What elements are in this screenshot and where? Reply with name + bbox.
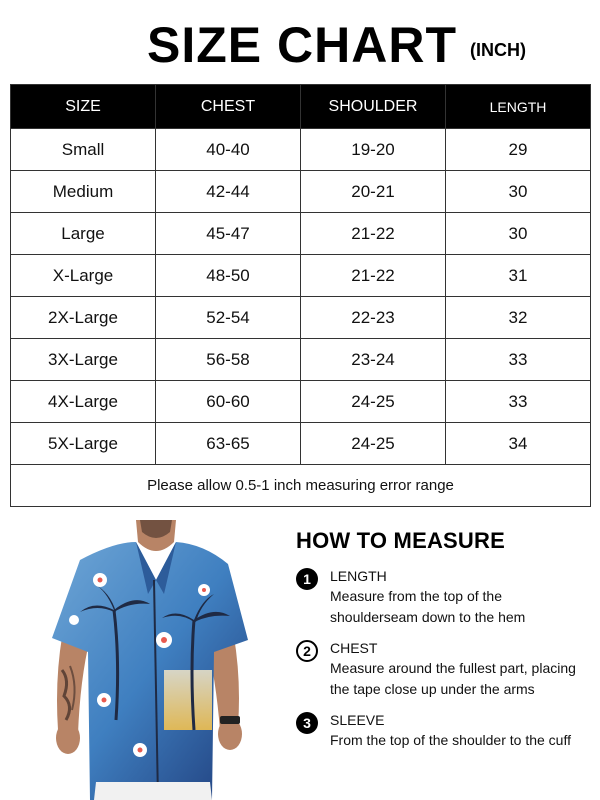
shoulder-cell: 19-20	[301, 129, 446, 171]
model-photo	[44, 520, 252, 800]
chest-cell: 45-47	[156, 213, 301, 255]
step-sleeve	[296, 710, 596, 751]
table-row	[11, 171, 591, 213]
title-row	[0, 14, 600, 76]
table-row	[11, 381, 591, 423]
measurement-note: Please allow 0.5-1 inch measuring error range	[11, 465, 591, 507]
step-number-3: 3	[296, 712, 318, 734]
length-cell: 31	[446, 255, 591, 297]
column-header-chest: CHEST	[156, 85, 301, 129]
size-cell: 5X-Large	[11, 423, 156, 465]
step-description: From the top of the shoulder to the cuff	[330, 732, 571, 748]
length-cell: 34	[446, 423, 591, 465]
size-cell: 4X-Large	[11, 381, 156, 423]
size-cell: 3X-Large	[11, 339, 156, 381]
size-table	[10, 84, 591, 507]
step-length	[296, 566, 596, 628]
step-number-1: 1	[296, 568, 318, 590]
length-cell: 29	[446, 129, 591, 171]
page-title: SIZE CHART	[147, 17, 457, 73]
shoulder-cell: 20-21	[301, 171, 446, 213]
size-cell: Small	[11, 129, 156, 171]
chest-cell: 63-65	[156, 423, 301, 465]
column-header-size: SIZE	[11, 85, 156, 129]
step-heading: SLEEVE	[330, 712, 385, 728]
size-cell: X-Large	[11, 255, 156, 297]
chest-cell: 60-60	[156, 381, 301, 423]
length-cell: 30	[446, 171, 591, 213]
chest-cell: 40-40	[156, 129, 301, 171]
size-cell: 2X-Large	[11, 297, 156, 339]
shoulder-cell: 24-25	[301, 381, 446, 423]
chest-cell: 52-54	[156, 297, 301, 339]
table-header-row	[11, 85, 591, 129]
column-header-length: LENGTH	[446, 85, 591, 129]
table-row	[11, 339, 591, 381]
step-heading: LENGTH	[330, 568, 387, 584]
step-description: shoulderseam down to the hem	[330, 609, 526, 625]
table-row	[11, 297, 591, 339]
table-row	[11, 213, 591, 255]
how-to-measure-title: HOW TO MEASURE	[296, 528, 505, 553]
shoulder-cell: 22-23	[301, 297, 446, 339]
step-description: Measure from the top of the	[330, 588, 502, 604]
step-description: the tape close up under the arms	[330, 681, 535, 697]
step-number-2: 2	[296, 640, 318, 662]
how-to-measure-section	[296, 526, 596, 751]
table-row	[11, 129, 591, 171]
table-row	[11, 423, 591, 465]
step-chest	[296, 638, 596, 700]
shoulder-cell: 24-25	[301, 423, 446, 465]
column-header-shoulder: SHOULDER	[301, 85, 446, 129]
unit-label: (INCH)	[470, 40, 526, 60]
shoulder-cell: 21-22	[301, 213, 446, 255]
length-cell: 30	[446, 213, 591, 255]
chest-cell: 42-44	[156, 171, 301, 213]
table-row	[11, 255, 591, 297]
shoulder-cell: 21-22	[301, 255, 446, 297]
chest-cell: 56-58	[156, 339, 301, 381]
step-description: Measure around the fullest part, placing	[330, 660, 576, 676]
shoulder-cell: 23-24	[301, 339, 446, 381]
length-cell: 33	[446, 381, 591, 423]
step-heading: CHEST	[330, 640, 378, 656]
length-cell: 33	[446, 339, 591, 381]
size-cell: Large	[11, 213, 156, 255]
length-cell: 32	[446, 297, 591, 339]
size-cell: Medium	[11, 171, 156, 213]
chest-cell: 48-50	[156, 255, 301, 297]
note-row	[11, 465, 591, 507]
